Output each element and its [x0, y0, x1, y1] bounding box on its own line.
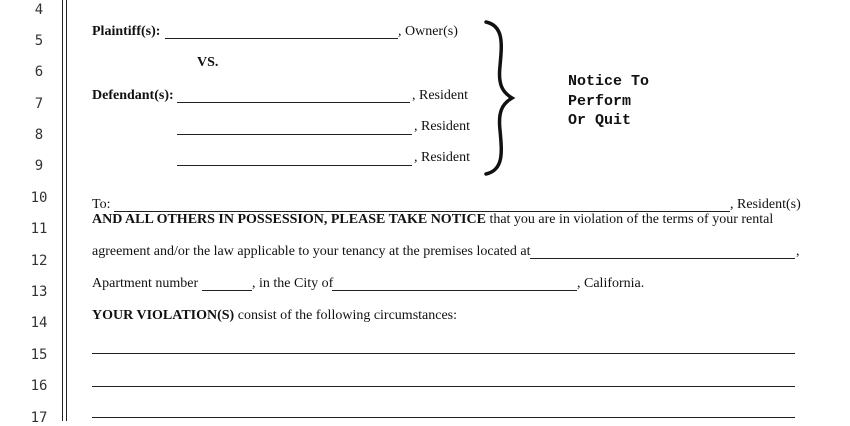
defendants-label: Defendant(s): [92, 88, 174, 103]
notice-title-line-2: Perform [568, 93, 632, 110]
line-number: 8 [34, 127, 44, 143]
agreement-text: agreement and/or the law applicable to your tenancy at the premises located at [92, 244, 531, 259]
notice-bold-text: AND ALL OTHERS IN POSSESSION, PLEASE TAKE NOTICE [92, 212, 486, 227]
apartment-number-field[interactable] [202, 290, 252, 291]
notice-title-line-3: Or Quit [568, 112, 632, 129]
line-number: 9 [34, 158, 44, 174]
line-number: 4 [34, 2, 44, 18]
line-number: 16 [30, 378, 48, 394]
line-number: 12 [30, 253, 48, 269]
city-field[interactable] [332, 290, 577, 291]
defendant-field-3[interactable] [177, 165, 412, 166]
owners-suffix: , Owner(s) [398, 24, 458, 39]
apartment-label: Apartment number [92, 276, 199, 291]
margin-rule-2 [66, 0, 67, 421]
plaintiffs-label: Plaintiff(s): [92, 24, 161, 39]
line-number: 7 [34, 96, 44, 112]
violations-bold-text: YOUR VIOLATION(S) [92, 308, 235, 323]
resident-suffix: , Resident [414, 119, 470, 134]
caption-brace [480, 18, 520, 178]
notice-text [92, 212, 773, 228]
defendant-field-2[interactable] [177, 134, 412, 135]
defendant-field-1[interactable] [177, 102, 410, 103]
notice-rest-text: that you are in violation of the terms of your rental [485, 212, 774, 227]
california-suffix: , California. [577, 276, 645, 291]
notice-title-line-1: Notice To [568, 73, 650, 90]
line-number: 14 [30, 315, 48, 331]
premises-address-field[interactable] [530, 258, 795, 259]
violation-line-1[interactable] [92, 353, 795, 354]
vs-label: VS. [197, 55, 219, 70]
line-number: 15 [30, 347, 48, 363]
line-number: 17 [30, 410, 48, 426]
line-number: 6 [34, 64, 44, 80]
plaintiffs-field[interactable] [165, 38, 398, 39]
agreement-end: , [796, 244, 800, 259]
resident-suffix: , Resident [412, 88, 468, 103]
residents-suffix: , Resident(s) [730, 197, 801, 212]
line-number: 13 [30, 284, 48, 300]
line-number: 11 [30, 221, 48, 237]
line-number: 10 [30, 190, 48, 206]
line-number: 5 [34, 33, 44, 49]
violation-line-3[interactable] [92, 417, 795, 418]
resident-suffix: , Resident [414, 150, 470, 165]
margin-rule-1 [62, 0, 63, 421]
to-label: To: [92, 197, 111, 212]
city-label: , in the City of [252, 276, 334, 291]
violations-rest-text: consist of the following circumstances: [234, 308, 458, 323]
violations-heading [92, 308, 457, 324]
violation-line-2[interactable] [92, 386, 795, 387]
